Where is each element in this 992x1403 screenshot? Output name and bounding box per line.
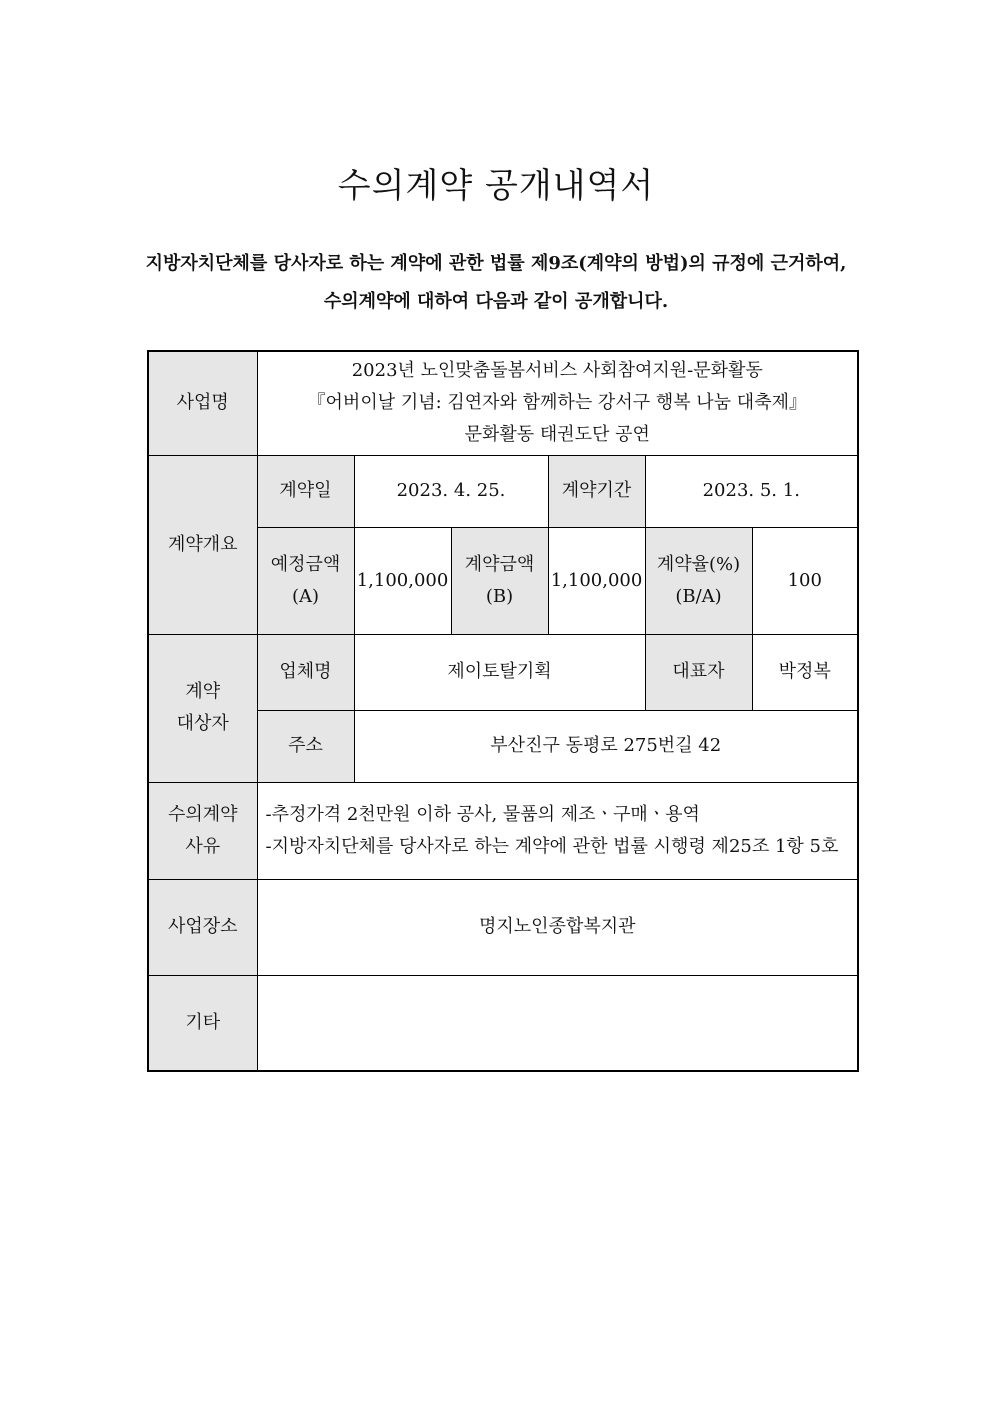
estimated-amount-label xyxy=(257,527,354,634)
contract-amount-label-main: 계약금액 xyxy=(464,553,535,575)
location-value: 명지노인종합복지관 xyxy=(257,879,858,975)
reason-label-line-1: 수의계약 xyxy=(167,803,238,825)
contract-date-label: 계약일 xyxy=(257,455,354,527)
overview-row-1 xyxy=(148,455,858,527)
project-row xyxy=(148,351,858,455)
reason-line-1: -추정가격 2천만원 이하 공사, 물품의 제조ㆍ구매ㆍ용역 xyxy=(265,803,700,825)
etc-row xyxy=(148,975,858,1071)
intro-line-1: 지방자치단체를 당사자로 하는 계약에 관한 법률 제9조(계약의 방법)의 규정에 근거하여, xyxy=(145,253,847,274)
reason-label-line-2: 사유 xyxy=(185,835,221,857)
reason-value xyxy=(257,782,858,879)
intro-line-2: 수의계약에 대하여 다음과 같이 공개합니다. xyxy=(323,291,669,312)
estimated-amount-label-main: 예정금액 xyxy=(270,553,341,575)
contract-amount-label-sub: (B) xyxy=(485,585,514,607)
reason-label xyxy=(148,782,257,879)
contract-table xyxy=(147,350,859,1072)
contract-amount-label xyxy=(451,527,548,634)
estimated-amount-label-sub: (A) xyxy=(291,585,320,607)
party-row-1 xyxy=(148,634,858,710)
contract-ratio-value: 100 xyxy=(752,527,858,634)
intro-text xyxy=(0,245,992,321)
etc-label: 기타 xyxy=(148,975,257,1071)
party-label xyxy=(148,634,257,782)
address-value: 부산진구 동평로 275번길 42 xyxy=(354,710,858,782)
estimated-amount-value: 1,100,000 xyxy=(354,527,451,634)
project-line-3: 문화활동 태권도단 공연 xyxy=(464,424,650,446)
contract-ratio-label-sub: (B/A) xyxy=(675,585,722,607)
party-label-line-2: 대상자 xyxy=(176,713,229,734)
reason-row xyxy=(148,782,858,879)
representative-label: 대표자 xyxy=(645,634,752,710)
location-label: 사업장소 xyxy=(148,879,257,975)
overview-label: 계약개요 xyxy=(148,455,257,634)
project-line-1: 2023년 노인맞춤돌봄서비스 사회참여지원-문화활동 xyxy=(351,360,763,382)
company-label: 업체명 xyxy=(257,634,354,710)
contract-amount-value: 1,100,000 xyxy=(548,527,645,634)
contract-period-value: 2023. 5. 1. xyxy=(645,455,858,527)
project-line-2: 『어버이날 기념: 김연자와 함께하는 강서구 행복 나눔 대축제』 xyxy=(307,392,807,414)
contract-date-value: 2023. 4. 25. xyxy=(354,455,548,527)
contract-ratio-label-main: 계약율(%) xyxy=(656,553,741,575)
party-label-line-1: 계약 xyxy=(185,681,221,702)
page-title: 수의계약 공개내역서 xyxy=(337,166,655,206)
representative-value: 박정복 xyxy=(752,634,858,710)
address-label: 주소 xyxy=(257,710,354,782)
contract-period-label: 계약기간 xyxy=(548,455,645,527)
contract-ratio-label xyxy=(645,527,752,634)
project-name-cell xyxy=(257,351,858,455)
etc-value xyxy=(257,975,858,1071)
location-row xyxy=(148,879,858,975)
company-value: 제이토탈기획 xyxy=(354,634,645,710)
project-label: 사업명 xyxy=(148,351,257,455)
reason-line-2: -지방자치단체를 당사자로 하는 계약에 관한 법률 시행령 제25조 1항 5호 xyxy=(265,835,839,857)
